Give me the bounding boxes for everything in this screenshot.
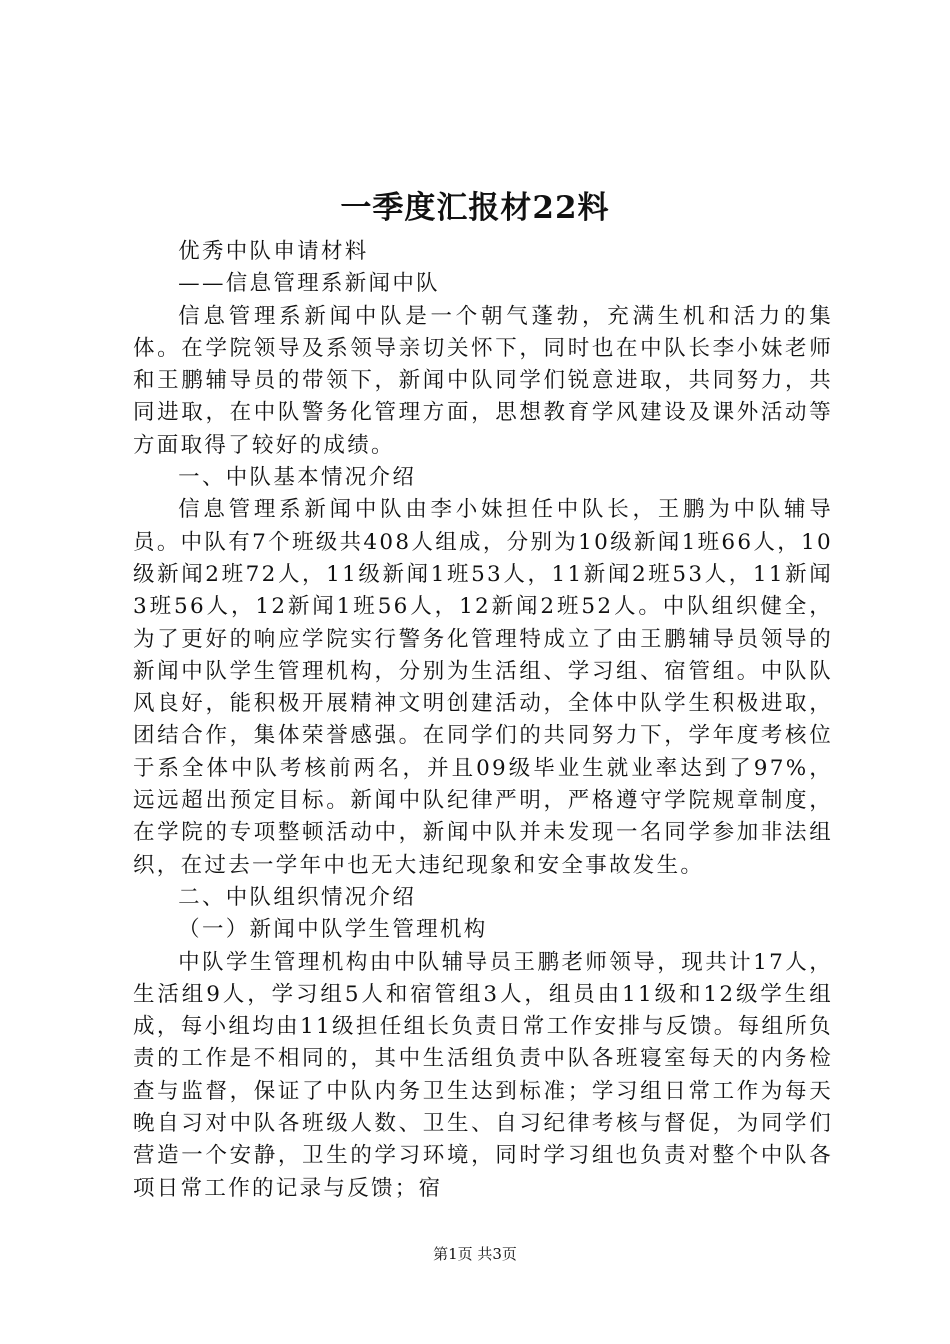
paragraph-basic-info: 信息管理系新闻中队由李小妹担任中队长，王鹏为中队辅导员。中队有7个班级共408人组成，分别为10级新闻1班66人，10级新闻2班72人，11级新闻1班53人，11新闻2班53人，11新闻3班56人，12新闻1班56人，12新闻2班52人。中队组织健全，为了更好的响应学院实行警务化管理特成立了由王鹏辅导员领导的新闻中队学生管理机构，分别为生活组、学习组、宿管组。中队队风良好，能积极开展精神文明创建活动，全体中队学生积极进取，团结合作，集体荣誉感强。在同学们的共同努力下，学年度考核位于系全体中队考核前两名，并且09级毕业生就业率达到了97%，远远超出预定目标。新闻中队纪律严明，严格遵守学院规章制度，在学院的专项整顿活动中，新闻中队并未发现一名同学参加非法组织，在过去一学年中也无大违纪现象和安全事故发生。 <box>133 497 833 878</box>
paragraph-unit-subtitle: ——信息管理系新闻中队 <box>178 271 440 297</box>
paragraph-application-heading: 优秀中队申请材料 <box>178 239 369 264</box>
page-number-footer: 第1页 共3页 <box>433 1245 517 1263</box>
document-body <box>133 236 833 1205</box>
section-heading-basic-info: 一、中队基本情况介绍 <box>178 465 417 491</box>
section-heading-organization: 二、中队组织情况介绍 <box>178 884 417 910</box>
document-title: 一季度汇报材22料 <box>340 190 610 226</box>
paragraph-introduction: 信息管理系新闻中队是一个朝气蓬勃，充满生机和活力的集体。在学院领导及系领导亲切关怀下，同时也在中队长李小妹老师和王鹏辅导员的带领下，新闻中队同学们锐意进取，共同努力，共同进取，在中队警务化管理方面，思想教育学风建设及课外活动等方面取得了较好的成绩。 <box>133 303 833 458</box>
subsection-heading-management: （一）新闻中队学生管理机构 <box>178 917 488 943</box>
paragraph-management: 中队学生管理机构由中队辅导员王鹏老师领导，现共计17人，生活组9人，学习组5人和宿管组3人，组员由11级和12级学生组成，每小组均由11级担任组长负责日常工作安排与反馈。每组所负责的工作是不相同的，其中生活组负责中队各班寝室每天的内务检查与监督，保证了中队内务卫生达到标准；学习组日常工作为每天晚自习对中队各班级人数、卫生、自习纪律考核与督促，为同学们营造一个安静，卫生的学习环境，同时学习组也负责对整个中队各项日常工作的记录与反馈；宿 <box>133 949 833 1201</box>
